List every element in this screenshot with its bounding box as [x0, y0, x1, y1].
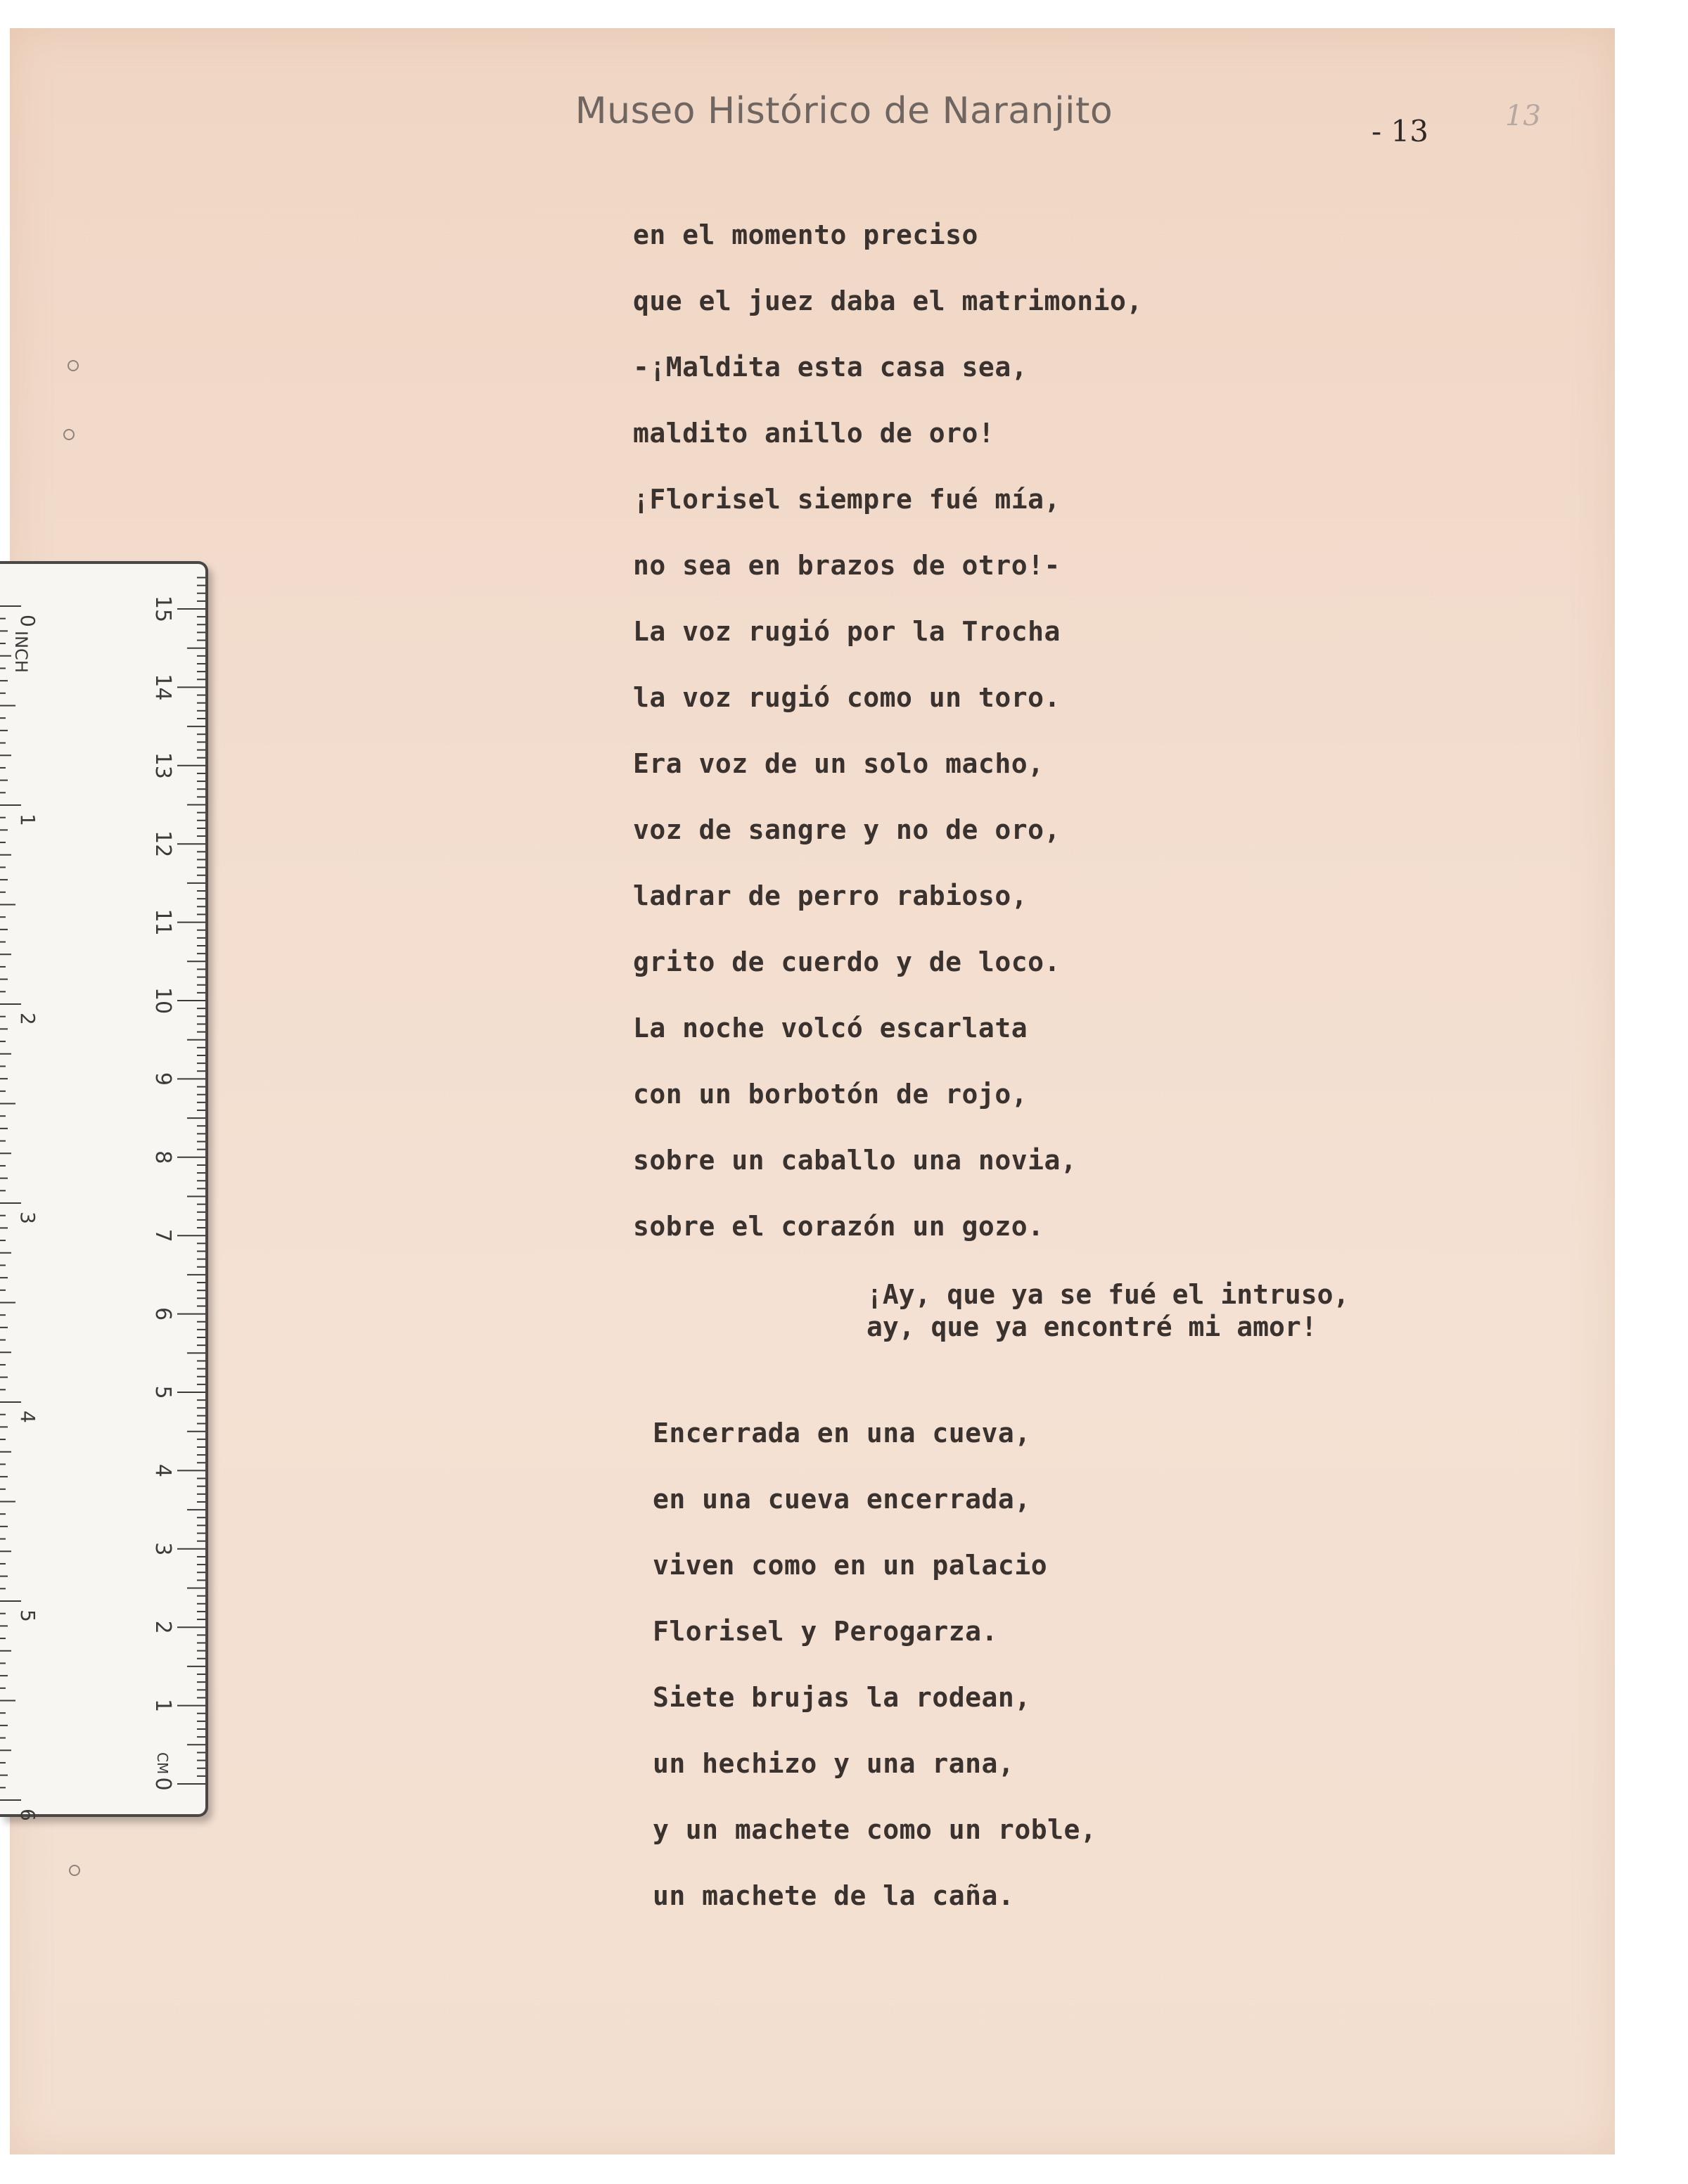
inch-label: INCH [11, 631, 31, 673]
poem-line: en el momento preciso [633, 219, 978, 250]
poem-line: Encerrada en una cueva, [653, 1418, 1031, 1448]
cm-number: 5 [151, 1385, 175, 1399]
poem-line: ladrar de perro rabioso, [633, 880, 1028, 911]
punch-hole [68, 360, 79, 371]
cm-number: 2 [151, 1620, 175, 1634]
punch-hole [69, 1865, 80, 1876]
cm-number: 8 [151, 1150, 175, 1164]
cm-number: 1 [151, 1699, 175, 1713]
poem-line: viven como en un palacio [653, 1550, 1048, 1581]
poem-line: voz de sangre y no de oro, [633, 814, 1061, 845]
poem-line: Florisel y Perogarza. [653, 1616, 998, 1647]
poem-line: Era voz de un solo macho, [633, 748, 1044, 779]
cm-number: 15 [151, 595, 175, 623]
page-number: - 13 [1372, 114, 1428, 148]
cm-number: 11 [151, 908, 175, 936]
cm-number: 9 [151, 1072, 175, 1086]
poem-line: Siete brujas la rodean, [653, 1682, 1031, 1713]
poem-line: la voz rugió como un toro. [633, 682, 1061, 713]
cm-number: 4 [151, 1463, 175, 1477]
inch-number: 4 [16, 1411, 39, 1423]
poem-line: -¡Maldita esta casa sea, [633, 352, 1028, 383]
cm-number: 12 [151, 830, 175, 858]
poem-stanza-2 [653, 1418, 1096, 1946]
inch-number: 0 [16, 615, 39, 627]
poem-line: un hechizo y una rana, [653, 1748, 1015, 1779]
poem-line: en una cueva encerrada, [653, 1484, 1031, 1515]
poem-stanza-1 [633, 219, 1143, 1277]
cm-number: 14 [151, 674, 175, 701]
punch-hole [63, 429, 75, 440]
poem-line: La noche volcó escarlata [633, 1013, 1028, 1043]
measurement-ruler [0, 561, 208, 1821]
poem-refrain [867, 1278, 1349, 1343]
poem-line: ¡Florisel siempre fué mía, [633, 484, 1061, 515]
cm-number: 0 [151, 1777, 175, 1791]
cm-number: 13 [151, 752, 175, 779]
inch-number: 5 [16, 1610, 39, 1622]
cm-number: 7 [151, 1228, 175, 1242]
poem-line: un machete de la caña. [653, 1880, 1015, 1911]
cm-number: 10 [151, 987, 175, 1015]
refrain-line: ¡Ay, que ya se fué el intruso, [867, 1279, 1350, 1310]
ruler-scale [0, 564, 205, 1821]
poem-line: La voz rugió por la Trocha [633, 616, 1061, 647]
cm-label: CM [154, 1752, 171, 1775]
poem-line: con un borbotón de rojo, [633, 1079, 1028, 1110]
inch-number: 6 [16, 1809, 39, 1821]
poem-line: sobre el corazón un gozo. [633, 1211, 1044, 1242]
poem-line: que el juez daba el matrimonio, [633, 285, 1143, 316]
poem-line: maldito anillo de oro! [633, 418, 995, 449]
poem-line: no sea en brazos de otro!- [633, 550, 1061, 581]
pencil-page-number: 13 [1505, 100, 1541, 132]
cm-number: 6 [151, 1307, 175, 1321]
poem-line: y un machete como un roble, [653, 1814, 1097, 1845]
inch-number: 3 [16, 1212, 39, 1224]
poem-line: grito de cuerdo y de loco. [633, 946, 1061, 977]
inch-number: 1 [16, 814, 39, 826]
cm-number: 3 [151, 1542, 175, 1556]
refrain-line: ay, que ya encontré mi amor! [867, 1311, 1317, 1342]
inch-number: 2 [16, 1013, 39, 1025]
watermark-text: Museo Histórico de Naranjito [575, 90, 1113, 132]
poem-line: sobre un caballo una novia, [633, 1145, 1078, 1176]
